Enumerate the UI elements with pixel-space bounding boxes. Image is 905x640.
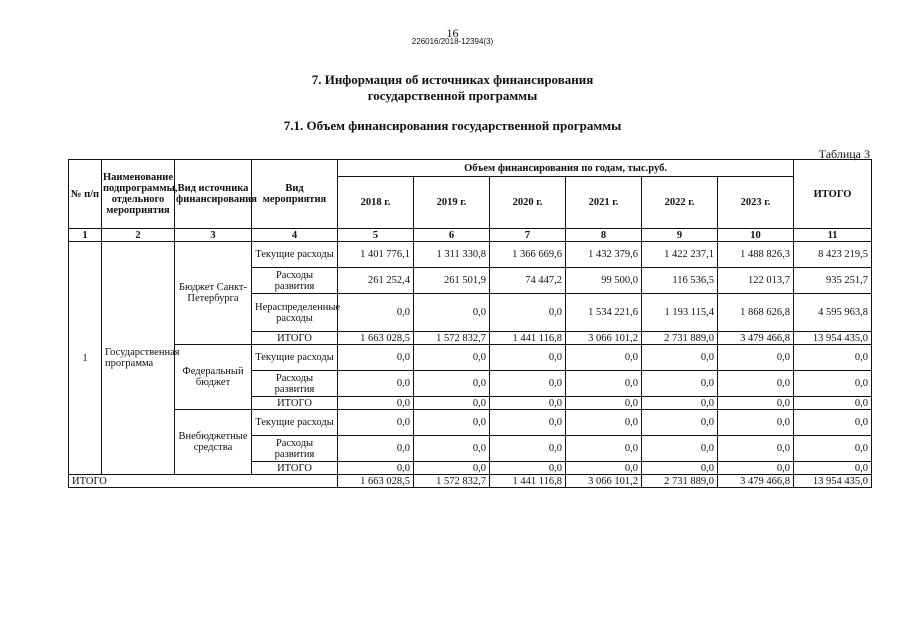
- value-cell: 0,0: [718, 345, 794, 371]
- value-cell: 0,0: [338, 410, 414, 436]
- value-cell: 0,0: [414, 410, 490, 436]
- value-cell: 261 252,4: [338, 268, 414, 294]
- value-cell: 0,0: [490, 462, 566, 475]
- value-cell: 0,0: [718, 462, 794, 475]
- value-cell: 1 488 826,3: [718, 242, 794, 268]
- grand-total-value: 2 731 889,0: [642, 475, 718, 488]
- header-year: 2020 г.: [490, 177, 566, 229]
- value-cell: 0,0: [642, 462, 718, 475]
- value-cell: 935 251,7: [794, 268, 872, 294]
- value-cell: 99 500,0: [566, 268, 642, 294]
- program-name: Государственная программа: [102, 242, 175, 475]
- value-cell: 0,0: [642, 345, 718, 371]
- value-cell: 0,0: [718, 436, 794, 462]
- header-years-group: Объем финансирования по годам, тыс.руб.: [338, 160, 794, 177]
- value-cell: 1 422 237,1: [642, 242, 718, 268]
- expense-type: Расходы развития: [252, 436, 338, 462]
- grand-total-value: 1 572 832,7: [414, 475, 490, 488]
- value-cell: 1 534 221,6: [566, 294, 642, 332]
- value-cell: 0,0: [794, 397, 872, 410]
- expense-type: Текущие расходы: [252, 242, 338, 268]
- column-number: 1: [69, 229, 102, 242]
- value-cell: 0,0: [338, 345, 414, 371]
- value-cell: 0,0: [566, 397, 642, 410]
- header-year: 2022 г.: [642, 177, 718, 229]
- funding-source: Бюджет Санкт-Петербурга: [175, 242, 252, 345]
- value-cell: 116 536,5: [642, 268, 718, 294]
- section-heading-line1: 7. Информация об источниках финансирования: [311, 72, 594, 87]
- header-year: 2021 г.: [566, 177, 642, 229]
- column-number: 9: [642, 229, 718, 242]
- value-cell: 0,0: [566, 436, 642, 462]
- value-cell: 3 066 101,2: [566, 332, 642, 345]
- value-cell: 0,0: [414, 345, 490, 371]
- value-cell: 0,0: [642, 410, 718, 436]
- value-cell: 0,0: [490, 410, 566, 436]
- value-cell: 0,0: [718, 397, 794, 410]
- column-number: 6: [414, 229, 490, 242]
- row-number: 1: [69, 242, 102, 475]
- value-cell: 0,0: [566, 462, 642, 475]
- value-cell: 1 432 379,6: [566, 242, 642, 268]
- value-cell: 1 193 115,4: [642, 294, 718, 332]
- column-number: 2: [102, 229, 175, 242]
- value-cell: 0,0: [718, 410, 794, 436]
- value-cell: 0,0: [414, 294, 490, 332]
- value-cell: 0,0: [490, 436, 566, 462]
- value-cell: 0,0: [566, 371, 642, 397]
- value-cell: 0,0: [794, 462, 872, 475]
- grand-total-label: ИТОГО: [69, 475, 338, 488]
- value-cell: 0,0: [490, 397, 566, 410]
- grand-total-value: 3 066 101,2: [566, 475, 642, 488]
- column-number: 5: [338, 229, 414, 242]
- expense-type: Расходы развития: [252, 268, 338, 294]
- value-cell: 0,0: [490, 371, 566, 397]
- funding-source: Федеральный бюджет: [175, 345, 252, 410]
- value-cell: 1 366 669,6: [490, 242, 566, 268]
- table-row: [69, 345, 872, 371]
- value-cell: 0,0: [338, 462, 414, 475]
- header-name: Наименование подпрограммы, отдельного мероприятия: [102, 160, 175, 229]
- value-cell: 0,0: [718, 371, 794, 397]
- grand-total-value: 1 663 028,5: [338, 475, 414, 488]
- value-cell: 1 311 330,8: [414, 242, 490, 268]
- expense-type: ИТОГО: [252, 397, 338, 410]
- value-cell: 4 595 963,8: [794, 294, 872, 332]
- expense-type: Нераспределенные расходы: [252, 294, 338, 332]
- funding-source: Внебюджетные средства: [175, 410, 252, 475]
- value-cell: 1 401 776,1: [338, 242, 414, 268]
- header-total: ИТОГО: [794, 160, 872, 229]
- value-cell: 8 423 219,5: [794, 242, 872, 268]
- grand-total-value: 13 954 435,0: [794, 475, 872, 488]
- value-cell: 1 663 028,5: [338, 332, 414, 345]
- value-cell: 0,0: [338, 371, 414, 397]
- value-cell: 122 013,7: [718, 268, 794, 294]
- subsection-heading: 7.1. Объем финансирования государственной программы: [283, 118, 622, 133]
- financing-table: [68, 159, 872, 488]
- value-cell: 0,0: [642, 397, 718, 410]
- value-cell: 0,0: [490, 345, 566, 371]
- value-cell: 0,0: [642, 371, 718, 397]
- value-cell: 0,0: [566, 410, 642, 436]
- table-label: Таблица 3: [818, 147, 870, 161]
- column-number: 3: [175, 229, 252, 242]
- section-heading-line2: государственной программы: [367, 88, 538, 103]
- expense-type: Расходы развития: [252, 371, 338, 397]
- value-cell: 1 572 832,7: [414, 332, 490, 345]
- value-cell: 0,0: [414, 462, 490, 475]
- value-cell: 0,0: [338, 397, 414, 410]
- header-year: 2018 г.: [338, 177, 414, 229]
- value-cell: 0,0: [414, 397, 490, 410]
- column-number: 7: [490, 229, 566, 242]
- value-cell: 0,0: [794, 436, 872, 462]
- value-cell: 0,0: [338, 294, 414, 332]
- column-number: 10: [718, 229, 794, 242]
- header-num: № п/п: [69, 160, 102, 229]
- document-code: 226016/2018-12394(3): [411, 37, 494, 46]
- column-number: 8: [566, 229, 642, 242]
- grand-total-row: [69, 475, 872, 488]
- expense-type: Текущие расходы: [252, 345, 338, 371]
- page-number: 16: [446, 26, 459, 40]
- header-source: Вид источника финансирования: [175, 160, 252, 229]
- value-cell: 0,0: [566, 345, 642, 371]
- value-cell: 0,0: [794, 410, 872, 436]
- header-year: 2019 г.: [414, 177, 490, 229]
- expense-type: ИТОГО: [252, 332, 338, 345]
- grand-total-value: 3 479 466,8: [718, 475, 794, 488]
- value-cell: 1 868 626,8: [718, 294, 794, 332]
- column-number: 11: [794, 229, 872, 242]
- table-row: [69, 410, 872, 436]
- value-cell: 13 954 435,0: [794, 332, 872, 345]
- value-cell: 0,0: [794, 371, 872, 397]
- header-year: 2023 г.: [718, 177, 794, 229]
- value-cell: 0,0: [414, 436, 490, 462]
- value-cell: 261 501,9: [414, 268, 490, 294]
- value-cell: 74 447,2: [490, 268, 566, 294]
- value-cell: 0,0: [414, 371, 490, 397]
- section-heading: [0, 72, 905, 104]
- value-cell: 3 479 466,8: [718, 332, 794, 345]
- value-cell: 0,0: [490, 294, 566, 332]
- expense-type: Текущие расходы: [252, 410, 338, 436]
- value-cell: 2 731 889,0: [642, 332, 718, 345]
- header-activity: Вид мероприятия: [252, 160, 338, 229]
- column-number: 4: [252, 229, 338, 242]
- value-cell: 0,0: [338, 436, 414, 462]
- grand-total-value: 1 441 116,8: [490, 475, 566, 488]
- value-cell: 0,0: [642, 436, 718, 462]
- value-cell: 1 441 116,8: [490, 332, 566, 345]
- table-row: [69, 242, 872, 268]
- expense-type: ИТОГО: [252, 462, 338, 475]
- value-cell: 0,0: [794, 345, 872, 371]
